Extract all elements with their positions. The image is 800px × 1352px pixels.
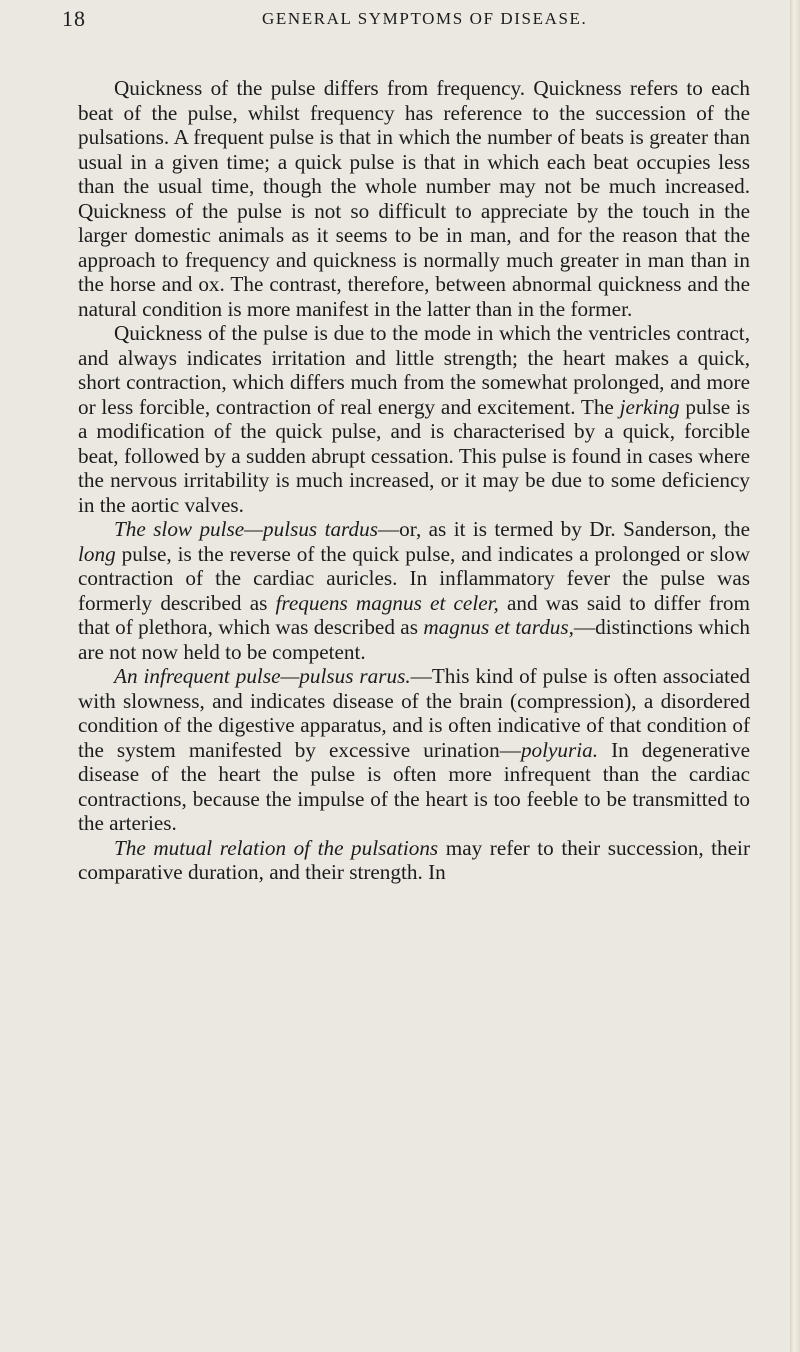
body-text <box>78 76 750 885</box>
paragraph-text: pulse is a modification of the quick pulse, and is characterised by a quick, forcible beat, followed by a sudden abrupt cessation. This pulse is found in cases where the nervous irritability is much increased, or it may be due to some deficiency in the aortic valves. <box>78 394 750 517</box>
italic-term: polyuria. <box>520 737 599 762</box>
paragraph-text: In degenerative disease of the heart the pulse is often more infrequent than the cardiac contractions, because the impulse of the heart is too feeble to be transmitted to the arteries. <box>78 737 750 835</box>
paragraph-slow-pulse <box>78 517 750 664</box>
paragraph-quickness-vs-frequency <box>78 76 750 321</box>
paragraph-infrequent-pulse <box>78 664 750 836</box>
paragraph-text: —or, as it is termed by Dr. Sanderson, the <box>377 517 750 541</box>
italic-term: jerking <box>619 394 680 419</box>
page-edge <box>790 0 800 1352</box>
running-title: GENERAL SYMPTOMS OF DISEASE. <box>262 9 588 28</box>
page-number: 18 <box>62 6 86 31</box>
paragraph-text: Quickness of the pulse is due to the mode in which the ventricles contract, and always indicates irritation and little strength; the heart makes a quick, short contraction, which differs much from the somewhat prolonged, and more or less forcible, contraction of real energy and excitement. The <box>78 321 750 419</box>
paragraph-quickness-cause <box>78 321 750 517</box>
paragraph-mutual-relation <box>78 836 750 885</box>
italic-term: The slow pulse—pulsus tardus <box>114 517 378 541</box>
paragraph-text: —distinctions which are not now held to be competent. <box>78 615 750 664</box>
italic-term: An infrequent pulse—pulsus rarus. <box>114 664 411 688</box>
paragraph-text: and was said to differ from that of plethora, which was described as <box>78 590 750 639</box>
paragraph-text: may refer to their succession, their comparative duration, and their strength. In <box>78 835 750 884</box>
italic-term: The mutual relation of the pulsations <box>114 835 439 860</box>
paragraph-text: Quickness of the pulse differs from frequency. Quickness refers to each beat of the pulse, whilst frequency has reference to the succession of the pulsations. A frequent pulse is that in which the number of beats is greater than usual in a given time; a quick pulse is that in which each beat occupies less than the usual time, though the whole number may not be much increased. Quickness of the pulse is not so difficult to appreciate by the touch in the larger domestic animals as it seems to be in man, and for the reason that the approach to frequency and quickness is normally much greater in man than in the horse and ox. The contrast, therefore, between abnormal quickness and the natural condition is more manifest in the latter than in the former. <box>78 76 750 321</box>
paragraph-text: —This kind of pulse is often associated with slowness, and indicates disease of the brain (compression), a disordered condition of the digestive apparatus, and is often indicative of that condition of the system manifested by excessive urination— <box>78 664 750 762</box>
running-head <box>62 6 748 34</box>
italic-term: magnus et tardus, <box>423 615 574 639</box>
paragraph-text: pulse, is the reverse of the quick pulse, and indicates a prolonged or slow contraction of the cardiac auricles. In inflammatory fever the pulse was formerly described as <box>78 541 750 615</box>
italic-term: long <box>78 541 116 566</box>
italic-term: frequens magnus et celer, <box>275 590 499 615</box>
